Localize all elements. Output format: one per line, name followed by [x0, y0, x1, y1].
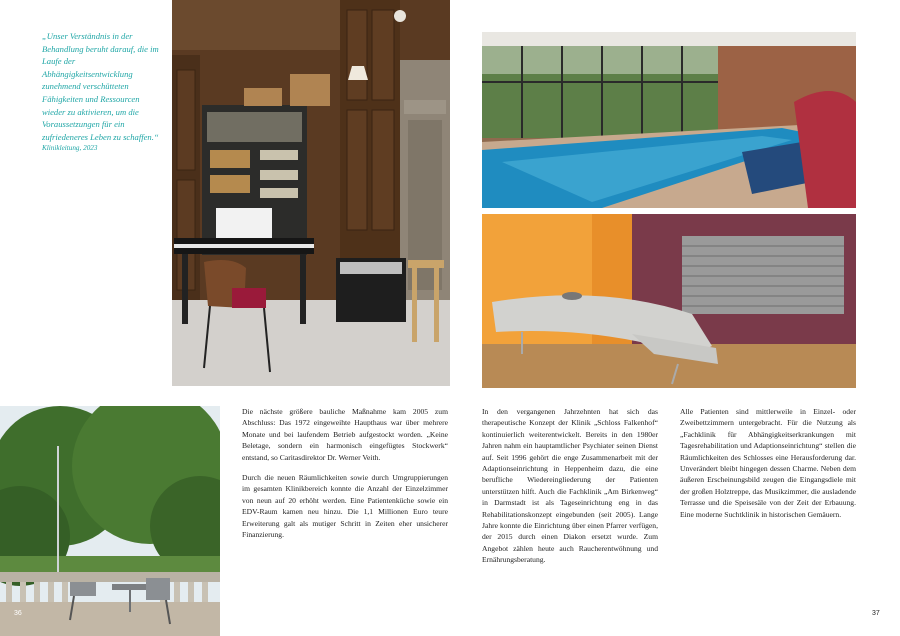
paragraph: Alle Patienten sind mittlerweile in Einzel- oder Zweibettzimmern untergebracht. Für die Nutzung als „Fachklinik für Abhängigkeitserkrankungen mit Tagesrehabilitation und Adaptionseinrichtung“ stellen die Räumlichkeiten des Schlosses eine Herausforderung dar. Unverändert bleibt hingegen dessen Charme. Neben dem äußeren Erscheinungsbild zeugen die Eingangsdiele mit der großen Holztreppe, das Musikzimmer, die ausladende Terrasse und die Speisesäle von der Zeit der Erbauung. Eine moderne Suchtklinik in historischen Gemäuern.: [680, 407, 856, 519]
text-column-2: [482, 406, 658, 575]
photo-terrace: [0, 406, 220, 636]
text-column-1: [242, 406, 448, 549]
text-column-3: [680, 406, 856, 529]
photo-swimming-pool: [482, 32, 856, 208]
paragraph: Durch die neuen Räumlichkeiten sowie durch Umgruppierungen im gesamten Klinikbereich konnte die Anzahl der Einzelzimmer von neun auf 20 erhöht werden. Eine Patientenküche sowie ein EDV-Raum kamen neu hinzu. Die 1,1 Millionen Euro teure Erweiterung galt als mutiger Schritt in Zeiten eher unsicherer Finanzierung.: [242, 473, 448, 540]
page-number-right: 37: [872, 610, 880, 617]
paragraph: In den vergangenen Jahrzehnten hat sich das therapeutische Konzept der Klinik „Schloss Falkenhof“ kontinuierlich weiterentwickelt. Bereits in den 1980er Jahren nahm ein hauptamtlicher Psychiater seinen Dienst auf. Seit 1996 gehört die enge Zusammenarbeit mit der Adaptionseinrichtung in Heppenheim dazu, die eine berufliche Wiedereingliederung der Patienten unterstützen hilft. Auch die Fachklinik „Am Birkenweg“ in Darmstadt ist als Tageseinrichtung eng in das Rehabilitationskonzept eingebunden (seit 2005). Lange Jahre konnte die Einrichtung über einen Pfarrer verfügen, der 2015 durch einen Diakon ersetzt wurde. Zum Angebot zählen heute auch Raucherentwöhnung und Ernährungsberatung.: [482, 407, 658, 565]
page-number-left: 36: [14, 610, 22, 617]
photo-lounge: [482, 214, 856, 388]
photo-music-room: [172, 0, 450, 386]
pull-quote: „Unser Verständnis in der Behandlung beruht darauf, die im Laufe der Abhängigkeitsentwicklung zunehmend verschütteten Fähigkeiten und Ressourcen wieder zu aktivieren, um die Voraussetzungen für ein zufriedeneres Leben zu schaffen.“: [42, 31, 159, 142]
quote-credit: Klinikleitung, 2023: [42, 144, 98, 152]
paragraph: Die nächste größere bauliche Maßnahme kam 2005 zum Abschluss: Das 1972 eingeweihte Haupthaus war über mehrere Monate und bei laufendem Betrieb aufgestockt worden. „Keine Beletage, sondern ein harmonisch eingefügtes Stockwerk“ entstand, so Caritasdirektor Dr. Werner Veith.: [242, 407, 448, 462]
